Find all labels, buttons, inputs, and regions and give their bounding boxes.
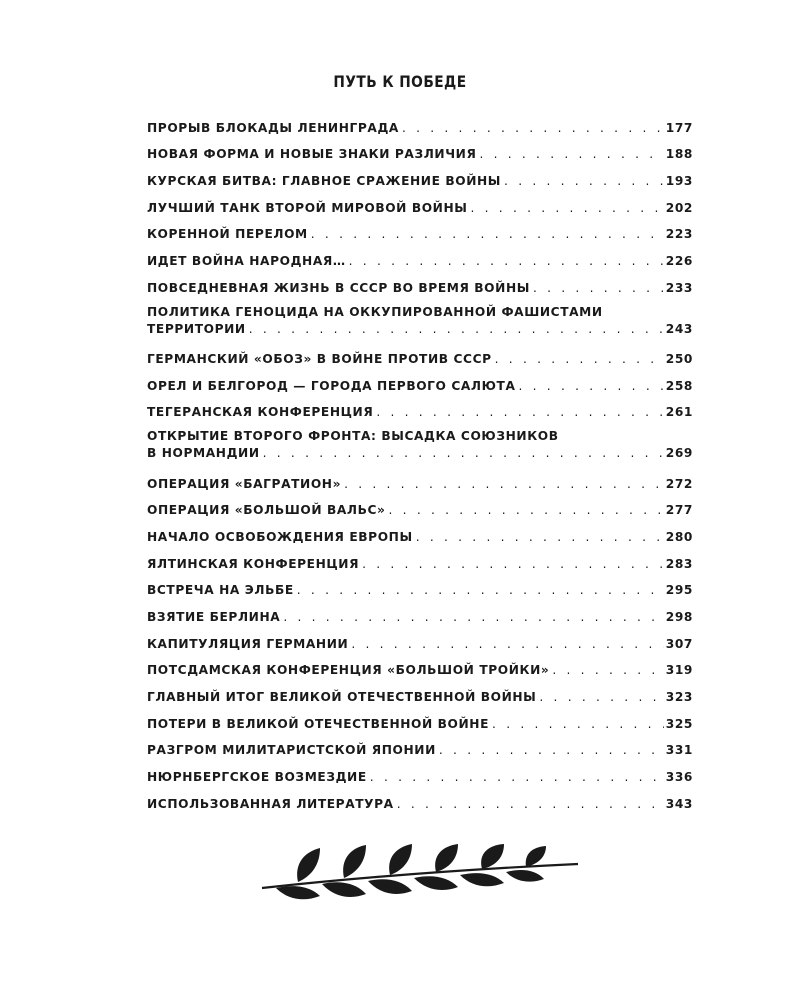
dot-leader	[346, 254, 664, 268]
toc-entry	[147, 220, 693, 247]
page-number: 177	[665, 120, 693, 135]
page-number: 261	[665, 405, 693, 420]
toc-entry-title: ПОТСДАМСКАЯ КОНФЕРЕНЦИЯ «БОЛЬШОЙ ТРОЙКИ»	[147, 663, 550, 678]
toc-entry-title: ИДЕТ ВОЙНА НАРОДНАЯ…	[147, 254, 346, 269]
toc-entry-title: ИСПОЛЬЗОВАННАЯ ЛИТЕРАТУРА	[147, 796, 394, 811]
page-number: 319	[665, 663, 693, 678]
page-number: 280	[665, 529, 693, 544]
page-number: 323	[665, 690, 693, 705]
toc-entry	[147, 469, 693, 496]
page-number: 243	[665, 321, 693, 336]
toc-entry	[147, 344, 693, 371]
page-number: 272	[665, 476, 693, 491]
dot-leader	[348, 637, 663, 651]
page-number: 258	[665, 378, 693, 393]
toc-entry	[147, 709, 693, 736]
page-number: 295	[665, 583, 693, 598]
toc-entry-title: ГЛАВНЫЙ ИТОГ ВЕЛИКОЙ ОТЕЧЕСТВЕННОЙ ВОЙНЫ	[147, 690, 537, 705]
toc-entry-title: КАПИТУЛЯЦИЯ ГЕРМАНИИ	[147, 636, 349, 651]
page-number: 193	[665, 174, 693, 189]
page-number: 188	[665, 147, 693, 162]
toc-entry	[147, 736, 693, 763]
toc-entry-title: КУРСКАЯ БИТВА: ГЛАВНОЕ СРАЖЕНИЕ ВОЙНЫ	[147, 174, 502, 189]
dot-leader	[280, 610, 663, 624]
page-number: 298	[665, 610, 693, 624]
page-number: 269	[665, 446, 693, 461]
dot-leader	[294, 583, 664, 597]
toc-entry-title: ОПЕРАЦИЯ «БОЛЬШОЙ ВАЛЬС»	[147, 503, 386, 518]
toc-entry-title: ТЕГЕРАНСКАЯ КОНФЕРЕНЦИЯ	[147, 405, 374, 420]
toc-entry-title: НАЧАЛО ОСВОБОЖДЕНИЯ ЕВРОПЫ	[147, 529, 413, 544]
toc-entry	[147, 789, 693, 816]
dot-leader	[436, 743, 664, 757]
toc-entry	[147, 762, 693, 789]
toc-entry	[147, 113, 693, 140]
toc-entry-title: ПРОРЫВ БЛОКАДЫ ЛЕНИНГРАДА	[147, 120, 399, 135]
dot-leader	[246, 322, 664, 336]
toc-entry-title: НЮРНБЕРГСКОЕ ВОЗМЕЗДИЕ	[147, 770, 367, 785]
toc-entry-title: ПОВСЕДНЕВНАЯ ЖИЗНЬ В СССР ВО ВРЕМЯ ВОЙНЫ	[147, 280, 530, 295]
toc-entry-title-continued: В НОРМАНДИИ	[147, 446, 260, 461]
toc-entry	[147, 602, 693, 629]
dot-leader	[260, 446, 664, 460]
laurel-branch-icon	[258, 842, 580, 904]
toc-entry-title: КОРЕННОЙ ПЕРЕЛОМ	[147, 227, 308, 242]
page-number: 277	[665, 503, 693, 518]
toc-entry-title: РАЗГРОМ МИЛИТАРИСТСКОЙ ЯПОНИИ	[147, 743, 436, 758]
dot-leader	[399, 121, 664, 135]
toc-entry	[147, 424, 693, 469]
toc-entry	[147, 656, 693, 683]
toc-entry-title-continued: ТЕРРИТОРИИ	[147, 321, 246, 336]
page-title: ПУТЬ К ПОБЕДЕ	[333, 72, 467, 91]
dot-leader	[386, 503, 664, 517]
toc-entry-title: ВЗЯТИЕ БЕРЛИНА	[147, 610, 281, 624]
toc-entry	[147, 576, 693, 603]
toc-entry-title: ЯЛТИНСКАЯ КОНФЕРЕНЦИЯ	[147, 556, 360, 571]
toc-entry	[147, 398, 693, 425]
dot-leader	[476, 147, 663, 161]
dot-leader	[530, 281, 664, 295]
page-number: 283	[665, 556, 693, 571]
toc-entry-title: ОПЕРАЦИЯ «БАГРАТИОН»	[147, 476, 342, 491]
page-number: 307	[665, 636, 693, 651]
toc-entry	[147, 273, 693, 300]
dot-leader	[359, 557, 664, 571]
page-number: 250	[665, 352, 693, 366]
toc-entry	[147, 496, 693, 523]
toc-entry	[147, 193, 693, 220]
toc-entry	[147, 629, 693, 656]
page-number: 223	[665, 227, 693, 242]
toc-entry-title: ПОЛИТИКА ГЕНОЦИДА НА ОККУПИРОВАННОЙ ФАШИСТАМИ	[147, 304, 603, 319]
toc-entry-title: ЛУЧШИЙ ТАНК ВТОРОЙ МИРОВОЙ ВОЙНЫ	[147, 200, 468, 215]
dot-leader	[492, 352, 664, 366]
dot-leader	[341, 477, 664, 491]
toc-entry	[147, 549, 693, 576]
toc-entry-title: ОРЕЛ И БЕЛГОРОД — ГОРОДА ПЕРВОГО САЛЮТА	[147, 378, 516, 393]
toc-entry-title: ПОТЕРИ В ВЕЛИКОЙ ОТЕЧЕСТВЕННОЙ ВОЙНЕ	[147, 716, 490, 731]
page-number: 202	[665, 200, 693, 215]
dot-leader	[516, 379, 664, 393]
dot-leader	[394, 797, 664, 811]
toc-entry-title: ОТКРЫТИЕ ВТОРОГО ФРОНТА: ВЫСАДКА СОЮЗНИКОВ	[147, 429, 559, 444]
dot-leader	[308, 227, 664, 241]
toc-entry-title: НОВАЯ ФОРМА И НОВЫЕ ЗНАКИ РАЗЛИЧИЯ	[147, 147, 477, 162]
toc-entry	[147, 300, 693, 345]
page-number: 233	[665, 280, 693, 295]
toc-entry	[147, 166, 693, 193]
toc-entry	[147, 682, 693, 709]
dot-leader	[413, 530, 664, 544]
page-number: 331	[665, 743, 693, 758]
page-number: 343	[665, 796, 693, 811]
dot-leader	[489, 717, 664, 731]
toc-entry-title: ВСТРЕЧА НА ЭЛЬБЕ	[147, 583, 294, 598]
dot-leader	[536, 690, 663, 704]
page-number: 325	[665, 716, 693, 731]
table-of-contents	[147, 113, 693, 816]
dot-leader	[501, 174, 664, 188]
page-number: 336	[665, 770, 693, 785]
toc-entry	[147, 140, 693, 167]
dot-leader	[468, 201, 664, 215]
dot-leader	[373, 405, 663, 419]
toc-entry-title: ГЕРМАНСКИЙ «ОБОЗ» В ВОЙНЕ ПРОТИВ СССР	[147, 352, 492, 366]
toc-entry	[147, 522, 693, 549]
dot-leader	[367, 770, 664, 784]
dot-leader	[549, 663, 663, 677]
page-number: 226	[665, 254, 693, 269]
toc-entry	[147, 371, 693, 398]
toc-entry	[147, 246, 693, 273]
